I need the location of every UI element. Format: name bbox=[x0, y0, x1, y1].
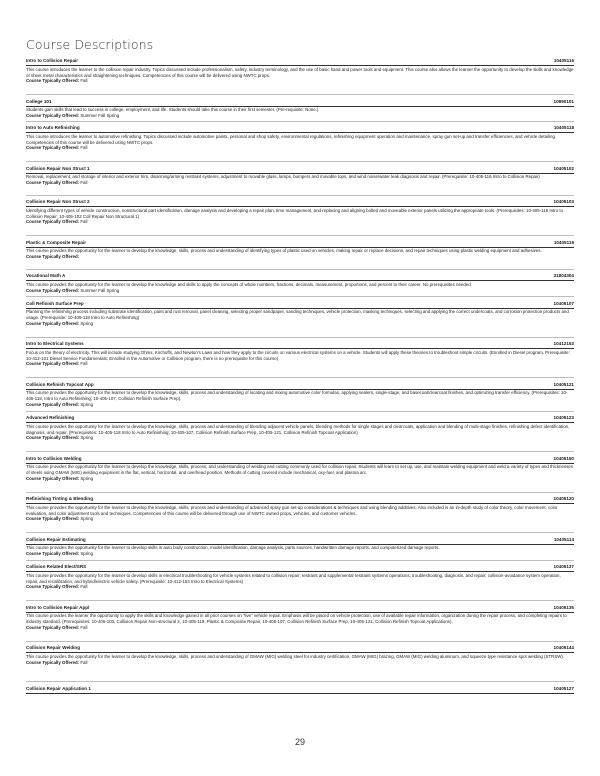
course-header bbox=[26, 605, 574, 612]
course-offered-line bbox=[26, 254, 574, 260]
course-title: Collision Repair Estimating bbox=[26, 536, 86, 542]
course-header bbox=[26, 341, 574, 348]
course-header bbox=[26, 99, 574, 106]
offered-terms: Summer Fall Spring bbox=[80, 113, 120, 118]
course-title: Collision Repair Non Struct 1 bbox=[26, 165, 90, 171]
course-title: Intro to Collision Repair Appl bbox=[26, 604, 90, 610]
course-code: 10405119 bbox=[553, 239, 574, 245]
course-description: Removal, replacement, and storage of interior and exterior trim, disarming/arming restraint systems, adjustment to movable glass, lamps, bumpers and movable tops, and wind noise/water leak diagnosis and repair. (Prerequisite: 10-405-116 Intro to Collision Repair) bbox=[26, 174, 540, 180]
course-description: This course provides the opportunity for the learner to develop the knowledge, skills, process, and understanding of welding and cutting commonly used for collision repair. Students will learn to set up, use, and maintain welding equipment and weld a variety of types and thicknesses of steels using GMAW (MIG) welding equipment in the flat, vertical, horizontal, and overhead position. Methods of cutting covered include mechanical, oxy-fuel, and plasma arc. bbox=[26, 464, 573, 475]
course-description: This course introduces the learner to the collision repair industry. Topics discussed include professionalism, safety, industry terminology, and the use of basic hand and power tools and equipment. This course also allows the learner the opportunity to develop the skills and knowledge of sheet metal characteristics and straightening techniques. Competencies of this course will be delivered using NWTC props. bbox=[26, 66, 574, 78]
course-code: 10405114 bbox=[553, 536, 574, 542]
offered-terms: Fall bbox=[80, 624, 88, 630]
course-title: Collision Refinish Topcoat App bbox=[26, 381, 94, 387]
course-entry bbox=[26, 605, 574, 642]
offered-label: Course Typically Offered: bbox=[26, 516, 80, 522]
course-code: 10405102 bbox=[553, 165, 574, 171]
offered-terms: Summer Fall Spring bbox=[80, 287, 120, 293]
course-code: 10405118 bbox=[553, 125, 574, 130]
course-entry bbox=[26, 686, 574, 696]
offered-terms: Spring bbox=[80, 516, 94, 522]
course-offered-line bbox=[26, 660, 574, 666]
offered-terms: Fall bbox=[80, 145, 88, 151]
offered-label: Course Typically Offered: bbox=[26, 584, 80, 590]
course-code: 10405137 bbox=[553, 564, 574, 569]
course-offered-line bbox=[26, 551, 574, 557]
course-header bbox=[26, 125, 574, 132]
offered-label: Course Typically Offered: bbox=[26, 219, 80, 225]
course-entry bbox=[26, 58, 574, 95]
offered-label: Course Typically Offered: bbox=[26, 145, 80, 151]
offered-terms: Fall bbox=[80, 361, 88, 367]
course-header bbox=[26, 456, 574, 463]
course-entry bbox=[26, 415, 574, 452]
course-title: Advanced Refinishing bbox=[26, 415, 75, 420]
course-offered-line bbox=[26, 180, 574, 186]
course-code: 10405120 bbox=[553, 496, 574, 501]
course-title: Collision Repair Application 1 bbox=[26, 685, 91, 691]
course-description: Planning the refinishing process including substrate identification, paint and rust removal, panel cleaning, selecting proper sandpaper, sanding techniques, vehicle protection, masking techniques, selecting and applying the correct undercoats, and corrosion protection products and usage. (Prerequisite: 10-405-118 Intro to Auto Refinishing) bbox=[26, 309, 569, 320]
course-entry bbox=[26, 125, 574, 162]
course-description: Identifying different types of vehicle construction, nonstructural part identification, damage analysis and developing a repair plan, time management, and replacing and aligning bolted and moveable exterior panels utilizing the appropriate tools. (Prerequisites: 10-405-116 Intro to Collision Repair; 10-405-102 Coll Repair Non Structural 1) bbox=[26, 207, 564, 219]
offered-label: Course Typically Offered: bbox=[26, 254, 80, 259]
offered-terms: Fall bbox=[80, 78, 88, 84]
course-entry bbox=[26, 456, 574, 493]
offered-terms: Spring bbox=[80, 401, 94, 407]
course-offered-line bbox=[26, 516, 574, 522]
course-offered-line bbox=[26, 219, 574, 225]
course-offered-line bbox=[26, 435, 574, 441]
course-title: Collision Repair Non Struct 2 bbox=[26, 199, 90, 204]
course-entry bbox=[26, 496, 574, 533]
offered-terms: Fall bbox=[80, 219, 88, 225]
offered-label: Course Typically Offered: bbox=[26, 113, 80, 118]
course-offered-line bbox=[26, 321, 574, 327]
course-title: Collision Repair Welding bbox=[26, 645, 81, 650]
course-title: Refinishing Tinting & Blending bbox=[26, 496, 94, 501]
offered-label: Course Typically Offered: bbox=[26, 659, 80, 665]
course-code: 10405135 bbox=[553, 604, 574, 610]
offered-label: Course Typically Offered: bbox=[26, 475, 80, 481]
course-code: 10890101 bbox=[553, 98, 574, 104]
course-title: College 101 bbox=[26, 98, 52, 104]
course-description: This course provides the opportunity for the learner to develop the knowledge, skills, process and understanding of identifying types of plastic used on vehicles, making repair or replace decisions, and repair techniques using plastic welding equipment and adhesives. bbox=[26, 248, 542, 254]
course-header bbox=[26, 301, 574, 308]
course-title: Intro to Collision Repair bbox=[26, 58, 79, 63]
offered-label: Course Typically Offered: bbox=[26, 624, 80, 630]
course-header bbox=[26, 645, 574, 652]
course-divider bbox=[26, 693, 574, 694]
course-entry bbox=[26, 99, 574, 122]
course-header bbox=[26, 58, 574, 65]
course-header bbox=[26, 199, 574, 206]
course-title: Collision Related Elect/SRS bbox=[26, 564, 87, 569]
course-description: Students gain skills that lead to success in college, employment, and life. Students should take this course in their first semester. (Pre-requisite: None.) bbox=[26, 107, 319, 113]
course-title: Intro to Auto Refinishing bbox=[26, 125, 80, 130]
course-description: This course provides the opportunity for the learner to develop the knowledge, skills, process and understanding of blending adjacent vehicle panels, blending methods for single stages and clearcoats, application and blending of multi-stage finishes, refinishing defect identification, diagnosis, and repair. (Prerequisites: 10-405-118 Intro to Auto Refinishing; 10-405-107, Collision Refinish Surface Prep, 10-405-121, Collision Refinish Topcoat Application) bbox=[26, 423, 570, 435]
offered-label: Course Typically Offered: bbox=[26, 287, 80, 293]
offered-terms: Spring bbox=[80, 435, 94, 441]
course-entry bbox=[26, 341, 574, 378]
course-entry bbox=[26, 199, 574, 236]
offered-label: Course Typically Offered: bbox=[26, 180, 80, 185]
course-header bbox=[26, 564, 574, 571]
course-entry bbox=[26, 645, 574, 682]
course-description: This course provides the opportunity for the learner to develop the knowledge, skills, process and understanding of advanced spray gun set-up considerations & techniques and using blending additives. Also included is an in-depth study of color theory, color movement, color evaluation, and color adjustment tools and techniques. Competencies of this course will be delivered through use of NWTC owned props, vehicles, and customer vehicles. bbox=[26, 504, 558, 516]
course-header bbox=[26, 537, 574, 544]
course-title: Intro to Electrical Systems bbox=[26, 341, 84, 346]
course-description: This course provides the opportunity for the learner to develop the knowledge and skills to apply the concepts of whole numbers, fractions, decimals, measurement, proportions, and percent to their career. No prerequisites needed. bbox=[26, 281, 472, 287]
page-number: 29 bbox=[294, 737, 305, 747]
offered-terms: Fall bbox=[80, 180, 88, 185]
course-code: 10405116 bbox=[553, 58, 574, 63]
course-offered-line bbox=[26, 113, 574, 119]
offered-terms: Spring bbox=[80, 551, 94, 556]
offered-label: Course Typically Offered: bbox=[26, 78, 80, 84]
course-code: 10405107 bbox=[553, 300, 574, 306]
course-code: 10405127 bbox=[553, 685, 574, 691]
course-entry bbox=[26, 240, 574, 270]
course-description: This course provides the learner the opportunity to apply the skills and knowledge gained in all prior courses on "live" vehicle repair. Emphasis will be placed on vehicle protection, use of available repair information, organization during the repair process, and completing repairs to industry standard. (Prerequisites: 10-405-103, Collision Repair Non-structural 2, 10-405-119, Plastic & Composite Repair, 10-405-107, Collision Refinish Surface Prep, 10-405-121, Collision Refinish Topcoat Applications). bbox=[26, 613, 567, 624]
course-entry bbox=[26, 537, 574, 561]
offered-label: Course Typically Offered: bbox=[26, 435, 80, 441]
course-header bbox=[26, 382, 574, 389]
course-title: Coll Refinish Surface Prep bbox=[26, 300, 84, 306]
offered-label: Course Typically Offered: bbox=[26, 401, 80, 407]
course-offered-line bbox=[26, 476, 574, 482]
course-code: 10412153 bbox=[553, 341, 574, 346]
course-offered-line bbox=[26, 625, 574, 631]
course-entry bbox=[26, 166, 574, 196]
course-list bbox=[26, 58, 574, 699]
course-title: Intro to Collision Welding bbox=[26, 455, 82, 461]
course-code: 10405150 bbox=[553, 455, 574, 461]
offered-terms: Fall bbox=[80, 659, 88, 665]
offered-label: Course Typically Offered: bbox=[26, 551, 80, 556]
offered-label: Course Typically Offered: bbox=[26, 320, 80, 326]
course-code: 10405121 bbox=[553, 381, 574, 387]
course-entry bbox=[26, 301, 574, 338]
course-header bbox=[26, 496, 574, 503]
course-header bbox=[26, 415, 574, 422]
page-title: Course Descriptions bbox=[26, 37, 154, 52]
course-code: 31804304 bbox=[553, 273, 574, 278]
course-header bbox=[26, 686, 574, 693]
course-header bbox=[26, 166, 574, 173]
course-description: This course introduces the learner to automotive refinishing. Topics discussed include automotive paints, personal and shop safety, environmental regulations, refinishing equipment operation and maintenance, spray gun set-up and transfer efficiencies, and vehicle detailing. Competencies of this course will be delivered using NWTC props. bbox=[26, 133, 557, 145]
course-entry bbox=[26, 382, 574, 412]
course-description: This course provides the opportunity for the learner to develop skills in electrical troubleshooting for vehicle systems related to collision repair; restraint and supplemental restraint systems operations, troubleshooting, diagnosis, and repair; collision-avoidance system operation, repair, and recalibration; and hybrid/electric vehicle safety. (Prerequisite: 10-412-153 Intro to Electrical Systems) bbox=[26, 572, 561, 584]
course-code: 10405144 bbox=[553, 645, 574, 650]
course-description: This course provides the opportunity for the learner to develop the knowledge, skills, process and understanding of GMAW (MIG) welding steel for industry certification, GMAW (MIG) brazing, GMAW (MIG) welding aluminum, and squeeze type resistance spot welding (STRSW). bbox=[26, 653, 565, 659]
course-offered-line bbox=[26, 584, 574, 590]
course-title: Plastic & Composite Repair bbox=[26, 239, 86, 245]
course-code: 10405123 bbox=[553, 415, 574, 420]
course-entry bbox=[26, 564, 574, 601]
course-code: 10405103 bbox=[553, 199, 574, 204]
course-offered-line bbox=[26, 288, 574, 294]
course-description: This course provides the opportunity for the learner to develop skills in auto body construction, model identification, damage analysis, parts sources, handwritten damage reports, and computerized damage reports. bbox=[26, 545, 440, 551]
course-offered-line bbox=[26, 361, 574, 367]
course-offered-line bbox=[26, 402, 574, 408]
course-header bbox=[26, 273, 574, 280]
offered-terms: Spring bbox=[80, 475, 94, 481]
course-description: Focus on the theory of electricity. This will include studying Ohms, Kirchoffs, and Newton's Laws and how they apply to the circuits on various electrical systems on a vehicle. Students will apply these theories to troubleshoot simple circuits. (Enrolled in Diesel program, Prerequisite: 10-412-101 Diesel Service Fundamentals; Enrolled in the Automotive or Collision program, there is no prerequisite for this course) bbox=[26, 349, 570, 361]
course-title: Vocational Math A bbox=[26, 273, 66, 278]
offered-terms: Spring bbox=[80, 320, 94, 326]
course-entry bbox=[26, 273, 574, 297]
course-offered-line bbox=[26, 78, 574, 84]
offered-terms: Fall bbox=[80, 584, 88, 590]
course-description: This course provides the opportunity for the learner to develop the knowledge, skills, process and understanding of locating and mixing automotive color formulas, applying sealers, single-stage, and basecoat/clearcoat finishes, and optimizing transfer efficiency. (Prerequisites: 10-405-118, Intro to Auto Refinishing; 10-405-107, Collision Refinish Surface Prep). bbox=[26, 390, 568, 401]
offered-label: Course Typically Offered: bbox=[26, 361, 80, 367]
course-header bbox=[26, 240, 574, 247]
course-offered-line bbox=[26, 145, 574, 151]
